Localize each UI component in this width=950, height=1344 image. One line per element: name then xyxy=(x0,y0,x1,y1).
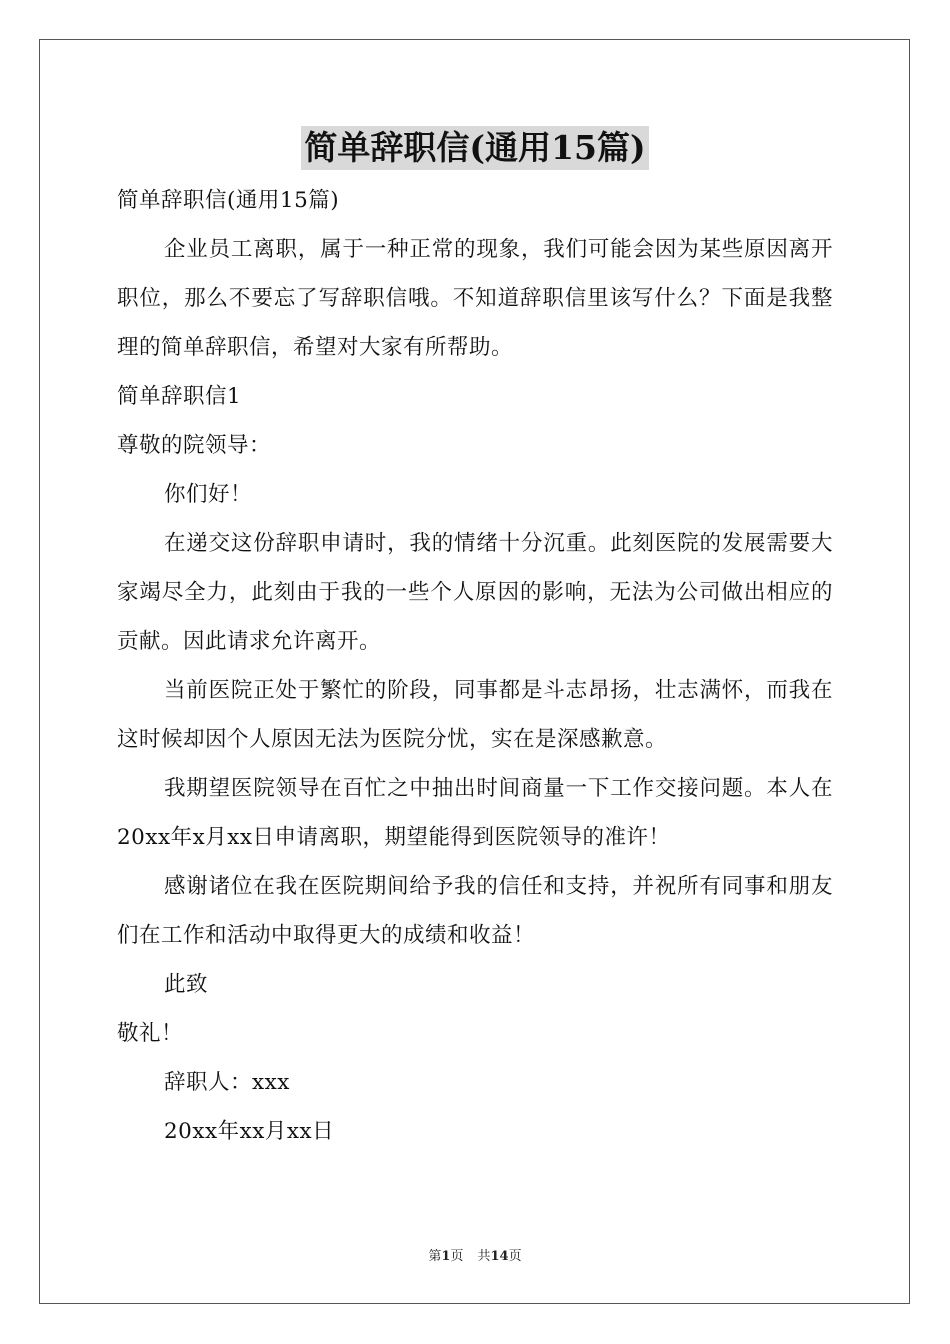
body-paragraph: 当前医院正处于繁忙的阶段，同事都是斗志昂扬，壮志满怀，而我在这时候却因个人原因无法为医院分忧，实在是深感歉意。 xyxy=(117,678,833,752)
footer-total-prefix: 共 xyxy=(477,1249,491,1264)
closing-regards: 敬礼！ xyxy=(117,1021,184,1046)
closing-phrase: 此致 xyxy=(164,972,209,997)
signature-line: 辞职人：xxx xyxy=(164,1070,290,1095)
footer-page-suffix: 页 xyxy=(450,1249,464,1264)
body-paragraph: 在递交这份辞职申请时，我的情绪十分沉重。此刻医院的发展需要大家竭尽全力，此刻由于我的一些个人原因的影响，无法为公司做出相应的贡献。因此请求允许离开。 xyxy=(117,531,833,654)
intro-paragraph: 企业员工离职，属于一种正常的现象，我们可能会因为某些原因离开职位，那么不要忘了写辞职信哦。不知道辞职信里该写什么？下面是我整理的简单辞职信，希望对大家有所帮助。 xyxy=(117,237,833,360)
title-container xyxy=(0,126,950,170)
greeting: 你们好！ xyxy=(164,482,253,507)
footer-page-prefix: 第 xyxy=(428,1249,442,1264)
subtitle-line: 简单辞职信(通用15篇) xyxy=(117,188,340,213)
document-body xyxy=(117,176,833,1156)
footer-total-suffix: 页 xyxy=(508,1249,522,1264)
footer-page-total: 14 xyxy=(490,1249,509,1264)
body-paragraph: 感谢诸位在我在医院期间给予我的信任和支持，并祝所有同事和朋友们在工作和活动中取得更大的成绩和收益！ xyxy=(117,874,833,948)
footer-page-current: 1 xyxy=(441,1249,451,1264)
section-heading: 简单辞职信1 xyxy=(117,384,242,409)
page-footer xyxy=(0,1245,950,1264)
salutation: 尊敬的院领导： xyxy=(117,433,272,458)
body-paragraph: 我期望医院领导在百忙之中抽出时间商量一下工作交接问题。本人在20xx年x月xx日申请离职，期望能得到医院领导的准许！ xyxy=(117,776,833,850)
date-line: 20xx年xx月xx日 xyxy=(164,1119,335,1144)
document-title: 简单辞职信(通用15篇) xyxy=(301,126,648,170)
